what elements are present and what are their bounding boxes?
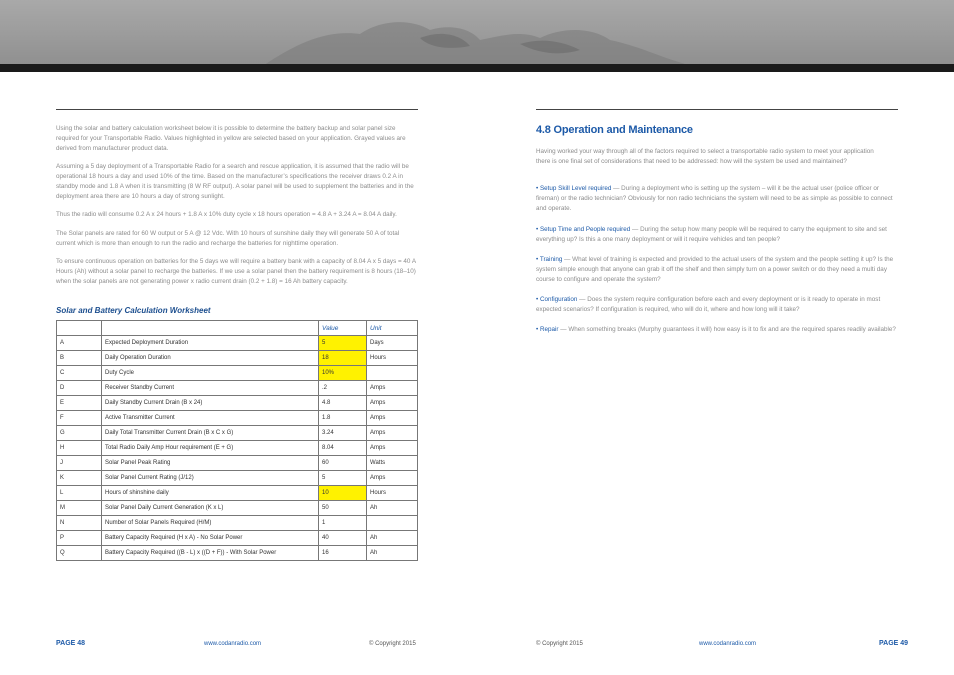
row-description-cell: Daily Operation Duration bbox=[102, 351, 319, 366]
row-description-cell: Total Radio Daily Amp Hour requirement (E + G) bbox=[102, 441, 319, 456]
list-item bbox=[536, 325, 898, 335]
header-cell-unit: Unit bbox=[367, 321, 418, 336]
page-number-left: PAGE 48 bbox=[56, 640, 86, 647]
footer-url-left[interactable]: www.codanradio.com bbox=[204, 641, 262, 647]
header-cell-id bbox=[57, 321, 102, 336]
row-unit-cell: Ah bbox=[367, 501, 418, 516]
left-top-rule bbox=[56, 109, 418, 110]
row-description-cell: Battery Capacity Required (H x A) - No Solar Power bbox=[102, 531, 319, 546]
table-row bbox=[57, 516, 418, 531]
header-dark-strip bbox=[0, 64, 954, 72]
row-value-cell: 16 bbox=[319, 546, 367, 561]
table-row bbox=[57, 336, 418, 351]
row-value-cell: 18 bbox=[319, 351, 367, 366]
row-description-cell: Solar Panel Peak Rating bbox=[102, 456, 319, 471]
list-item-term: Setup Skill Level required bbox=[539, 185, 612, 192]
row-unit-cell: Hours bbox=[367, 351, 418, 366]
row-id-cell: Q bbox=[57, 546, 102, 561]
header-cell-value: Value bbox=[319, 321, 367, 336]
table-row bbox=[57, 501, 418, 516]
row-description-cell: Solar Panel Current Rating (J/12) bbox=[102, 471, 319, 486]
row-value-cell: 10 bbox=[319, 486, 367, 501]
row-unit-cell: Amps bbox=[367, 396, 418, 411]
section-heading: 4.8 Operation and Maintenance bbox=[536, 124, 693, 136]
row-description-cell: Battery Capacity Required ((B - L) x ((D + F)) - With Solar Power bbox=[102, 546, 319, 561]
row-value-cell: 4.8 bbox=[319, 396, 367, 411]
row-description-cell: Daily Total Transmitter Current Drain (B x C x G) bbox=[102, 426, 319, 441]
bullet-icon: • bbox=[536, 296, 540, 303]
row-description-cell: Daily Standby Current Drain (B x 24) bbox=[102, 396, 319, 411]
bullet-icon: • bbox=[536, 185, 540, 192]
row-id-cell: L bbox=[57, 486, 102, 501]
row-description-cell: Hours of shinshine daily bbox=[102, 486, 319, 501]
table-row bbox=[57, 381, 418, 396]
row-id-cell: G bbox=[57, 426, 102, 441]
row-description-cell: Receiver Standby Current bbox=[102, 381, 319, 396]
row-id-cell: C bbox=[57, 366, 102, 381]
row-id-cell: F bbox=[57, 411, 102, 426]
list-item-text: — What level of training is expected and provided to the actual users of the system and the people setting it up? Is the system simple enough that anyone can grab it off the shelf and then simply turn on a power switch or do they need a multi day course to configure and operate the system? bbox=[536, 256, 894, 283]
row-id-cell: D bbox=[57, 381, 102, 396]
list-item-term: Repair bbox=[539, 326, 559, 333]
row-unit-cell: Amps bbox=[367, 411, 418, 426]
row-unit-cell bbox=[367, 516, 418, 531]
list-item bbox=[536, 255, 898, 285]
row-unit-cell: Amps bbox=[367, 471, 418, 486]
row-value-cell: 8.04 bbox=[319, 441, 367, 456]
row-description-cell: Expected Deployment Duration bbox=[102, 336, 319, 351]
row-id-cell: B bbox=[57, 351, 102, 366]
table-row bbox=[57, 456, 418, 471]
row-id-cell: J bbox=[57, 456, 102, 471]
row-value-cell: 5 bbox=[319, 471, 367, 486]
row-unit-cell: Amps bbox=[367, 381, 418, 396]
table-row bbox=[57, 471, 418, 486]
list-item-text: — During a deployment who is setting up the system – will it be the actual user (police officer or fireman) or the radio technician? Obviously for non radio technicians the system will need to be as simple as possible to connect and operate. bbox=[536, 185, 893, 212]
row-unit-cell: Ah bbox=[367, 546, 418, 561]
row-unit-cell bbox=[367, 366, 418, 381]
left-paragraph-4: The Solar panels are rated for 60 W output or 5 A @ 12 Vdc. With 10 hours of sunshine daily they will generate 50 A of total current which is more than enough to run the radio and recharge the batteries for nighttime operation. bbox=[56, 230, 400, 247]
table-row bbox=[57, 411, 418, 426]
table-row bbox=[57, 426, 418, 441]
table-row bbox=[57, 531, 418, 546]
row-value-cell: 10% bbox=[319, 366, 367, 381]
list-item-term: Configuration bbox=[539, 296, 578, 303]
list-item-text: — Does the system require configuration before each and every deployment or is it ready to operate in most expected scenarios? If configuration is required, who will do it, where and how long will it take? bbox=[536, 296, 881, 313]
row-id-cell: E bbox=[57, 396, 102, 411]
table-row bbox=[57, 441, 418, 456]
table-row bbox=[57, 366, 418, 381]
table-row bbox=[57, 546, 418, 561]
row-description-cell: Duty Cycle bbox=[102, 366, 319, 381]
row-unit-cell: Amps bbox=[367, 441, 418, 456]
world-map-graphic bbox=[0, 0, 954, 72]
left-paragraph-5: To ensure continuous operation on batteries for the 5 days we will require a battery bank with a capacity of 8.04 A x 5 days = 40 A Hours (Ah) without a solar panel to recharge the batteries. If we use a solar panel then the battery requirement is 8 hours (18–10) when the solar panels are not generating power x radio current drain (0.2 + 1.8) = 16 Ah battery capacity. bbox=[56, 258, 416, 285]
row-value-cell: 5 bbox=[319, 336, 367, 351]
row-unit-cell: Ah bbox=[367, 531, 418, 546]
row-id-cell: A bbox=[57, 336, 102, 351]
list-item-term: Training bbox=[539, 256, 563, 263]
page-number-right: PAGE 49 bbox=[879, 640, 909, 647]
row-description-cell: Active Transmitter Current bbox=[102, 411, 319, 426]
row-value-cell: 3.24 bbox=[319, 426, 367, 441]
left-paragraph-2: Assuming a 5 day deployment of a Transportable Radio for a search and rescue application, it is assumed that the radio will be operational 18 hours a day and used 10% of the time. Based on the manufacturer’s specifications the receiver draws 0.2 A in standby mode and 1.8 A when it is transmitting (8 W RF output). A solar panel will be used to supplement the batteries and in the deployment area there are 10 hours a day of strong sunlight. bbox=[56, 163, 414, 200]
row-value-cell: 1.8 bbox=[319, 411, 367, 426]
list-item-term: Setup Time and People required bbox=[539, 226, 631, 233]
row-value-cell: 60 bbox=[319, 456, 367, 471]
right-top-rule bbox=[536, 109, 898, 110]
row-description-cell: Solar Panel Daily Current Generation (K x L) bbox=[102, 501, 319, 516]
header-cell-desc bbox=[102, 321, 319, 336]
row-id-cell: K bbox=[57, 471, 102, 486]
right-intro: Having worked your way through all of the factors required to select a transportable radio system to meet your application there is one final set of considerations that need to be addressed: how will the system be used and maintained? bbox=[536, 148, 874, 165]
row-id-cell: N bbox=[57, 516, 102, 531]
footer-url-right[interactable]: www.codanradio.com bbox=[699, 641, 757, 647]
bullet-icon: • bbox=[536, 256, 540, 263]
row-unit-cell: Amps bbox=[367, 426, 418, 441]
row-value-cell: 1 bbox=[319, 516, 367, 531]
footer-copyright-left: © Copyright 2015 bbox=[369, 641, 416, 647]
row-id-cell: P bbox=[57, 531, 102, 546]
bullet-icon: • bbox=[536, 326, 540, 333]
row-id-cell: M bbox=[57, 501, 102, 516]
row-description-cell: Number of Solar Panels Required (H/M) bbox=[102, 516, 319, 531]
footer-copyright-right: © Copyright 2015 bbox=[536, 641, 583, 647]
row-value-cell: 40 bbox=[319, 531, 367, 546]
worksheet-title: Solar and Battery Calculation Worksheet bbox=[56, 306, 211, 315]
left-paragraph-1: Using the solar and battery calculation worksheet below it is possible to determine the battery backup and solar panel size required for your Transportable Radio. Values highlighted in yellow are selected based on your application. Grayed values are derived from manufacturer product data. bbox=[56, 125, 406, 152]
table-row bbox=[57, 396, 418, 411]
worksheet-body bbox=[57, 336, 418, 561]
list-item-text: — When something breaks (Murphy guarantees it will) how easy is it to fix and are the required spares readily available? bbox=[558, 326, 896, 333]
list-item bbox=[536, 225, 898, 245]
table-row bbox=[57, 351, 418, 366]
row-unit-cell: Days bbox=[367, 336, 418, 351]
bullet-icon: • bbox=[536, 226, 540, 233]
table-row bbox=[57, 486, 418, 501]
left-paragraph-3: Thus the radio will consume 0.2 A x 24 hours + 1.8 A x 10% duty cycle x 18 hours operation = 4.8 A + 3.24 A = 8.04 A daily. bbox=[56, 211, 397, 218]
worksheet-header-row bbox=[57, 321, 418, 336]
list-item-text: — During the setup how many people will be required to carry the equipment to site and set everything up? Is this a one many deployment or will it require vehicles and ten people? bbox=[536, 226, 887, 243]
list-item bbox=[536, 184, 898, 214]
worksheet-table bbox=[56, 320, 418, 561]
row-unit-cell: Watts bbox=[367, 456, 418, 471]
row-id-cell: H bbox=[57, 441, 102, 456]
row-value-cell: .2 bbox=[319, 381, 367, 396]
row-unit-cell: Hours bbox=[367, 486, 418, 501]
row-value-cell: 50 bbox=[319, 501, 367, 516]
list-item bbox=[536, 295, 898, 315]
